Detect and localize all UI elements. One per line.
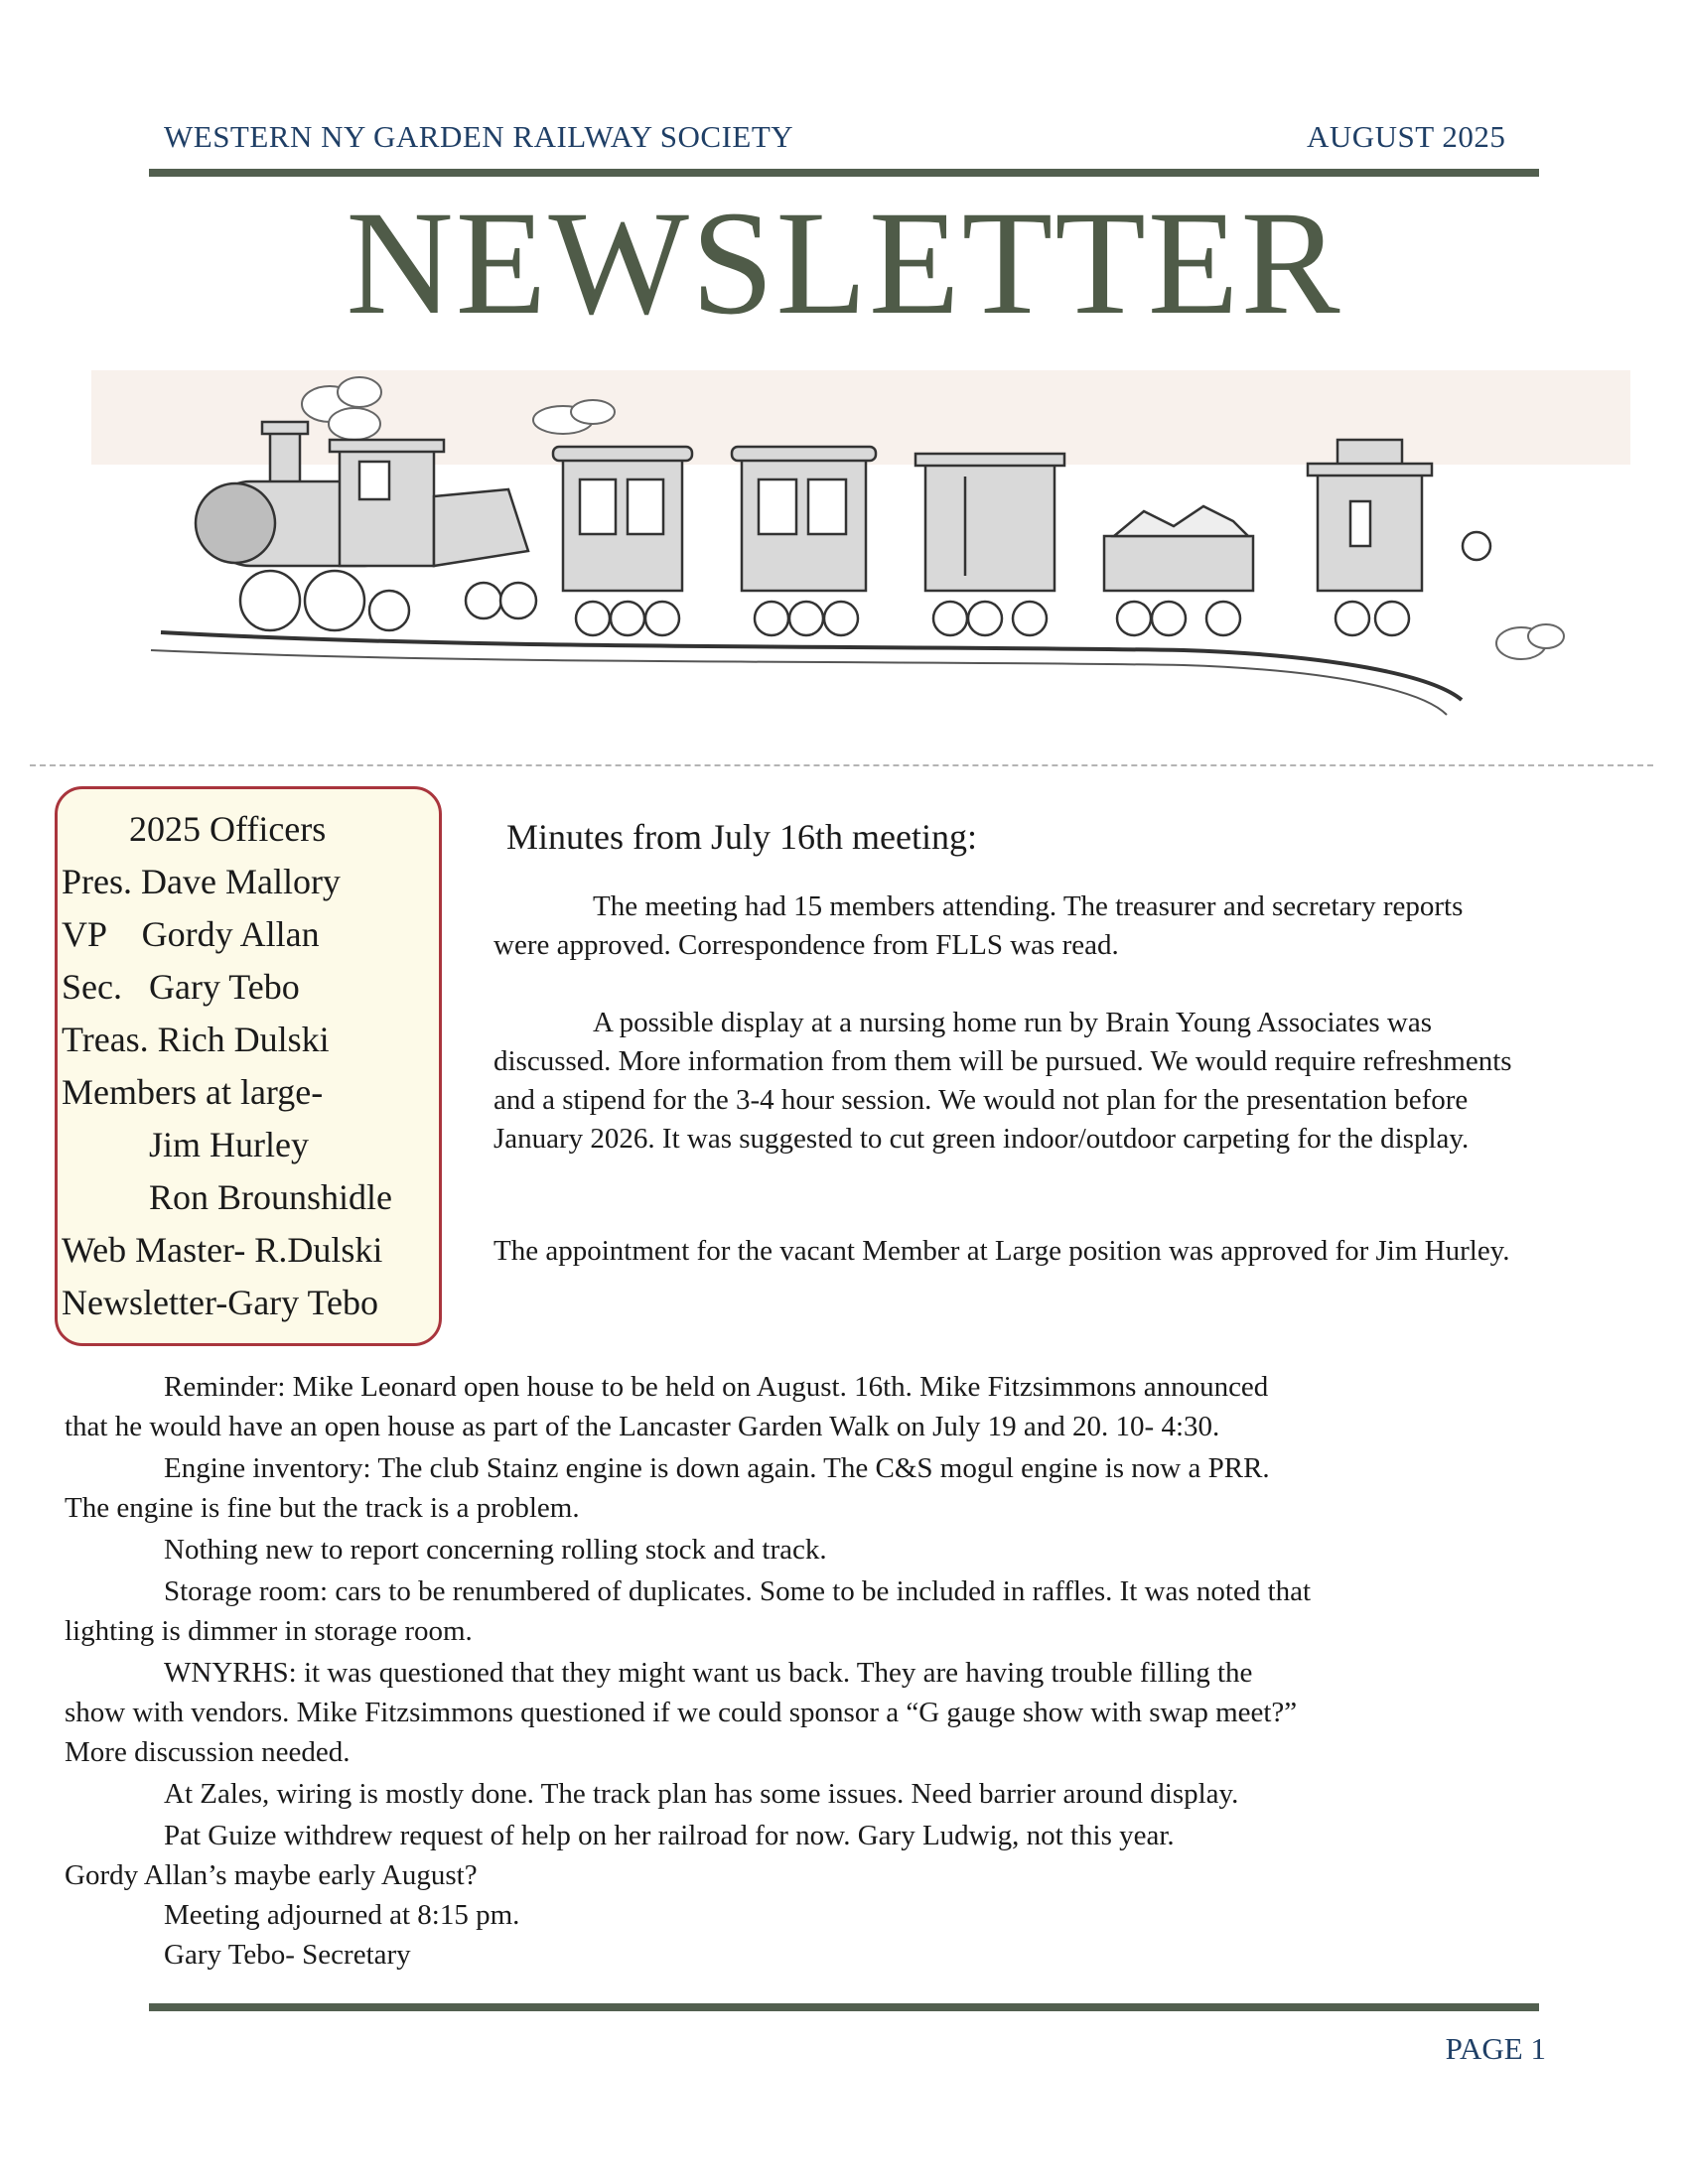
minutes-paragraph-3: The appointment for the vacant Member at Large position was approved for Jim Hurley. [493,1235,1510,1267]
officer-line: VP Gordy Allan [62,914,320,954]
newsletter-title: NEWSLETTER [346,181,1342,345]
officer-line: Ron Brounshidle [149,1177,393,1217]
minutes-heading: Minutes from July 16th meeting: [506,817,977,857]
minutes-paragraph-1: The meeting had 15 members attending. The treasurer and secretary reports were approved. Correspondence from FLLS was read. [493,890,1464,961]
body-line: At Zales, wiring is mostly done. The track plan has some issues. Need barrier around display. [164,1778,1239,1810]
body-line: lighting is dimmer in storage room. [65,1615,473,1647]
footer-rule [149,2003,1539,2011]
section-divider [30,764,1653,766]
officer-line: Jim Hurley [149,1125,309,1164]
body-line: Meeting adjourned at 8:15 pm. [164,1899,520,1931]
officer-line: Web Master- R.Dulski [62,1230,383,1270]
header-rule [149,169,1539,177]
minutes-paragraph-2: A possible display at a nursing home run by Brain Young Associates was discussed. More information from them will be pursued. We would require refreshments and a stipend for the 3-4 hour session. We would not plan for the presentation before January 2026. It was suggested to cut green indoor/outdoor carpeting for the display. [493,1007,1512,1155]
body-line: Gary Tebo- Secretary [164,1939,411,1971]
officer-line: Newsletter-Gary Tebo [62,1283,378,1322]
body-line: Storage room: cars to be renumbered of duplicates. Some to be included in raffles. It was noted that [164,1575,1312,1607]
officer-line: Pres. Dave Mallory [62,862,341,901]
officer-line: Treas. Rich Dulski [62,1020,330,1059]
body-line: that he would have an open house as part of the Lancaster Garden Walk on July 19 and 20. 10- 4:30. [65,1411,1220,1442]
issue-date: AUGUST 2025 [1307,119,1506,154]
body-line: The engine is fine but the track is a problem. [65,1492,580,1524]
body-line: show with vendors. Mike Fitzsimmons questioned if we could sponsor a “G gauge show with swap meet?” [65,1697,1298,1728]
org-name: WESTERN NY GARDEN RAILWAY SOCIETY [164,119,794,154]
page-number: PAGE 1 [1445,2031,1546,2066]
body-line: Gordy Allan’s maybe early August? [65,1859,478,1891]
train-illustration [91,362,1630,740]
body-line: WNYRHS: it was questioned that they might want us back. They are having trouble filling the [164,1657,1253,1689]
body-line: Reminder: Mike Leonard open house to be held on August. 16th. Mike Fitzsimmons announced [164,1371,1269,1403]
officers-box [55,786,442,1346]
body-line: Engine inventory: The club Stainz engine is down again. The C&S mogul engine is now a PRR. [164,1452,1270,1484]
body-line: More discussion needed. [65,1736,351,1768]
body-line: Pat Guize withdrew request of help on her railroad for now. Gary Ludwig, not this year. [164,1820,1175,1851]
officers-title: 2025 Officers [129,809,327,849]
officer-line: Members at large- [62,1072,324,1112]
officer-line: Sec. Gary Tebo [62,967,300,1007]
body-line: Nothing new to report concerning rolling stock and track. [164,1534,827,1566]
